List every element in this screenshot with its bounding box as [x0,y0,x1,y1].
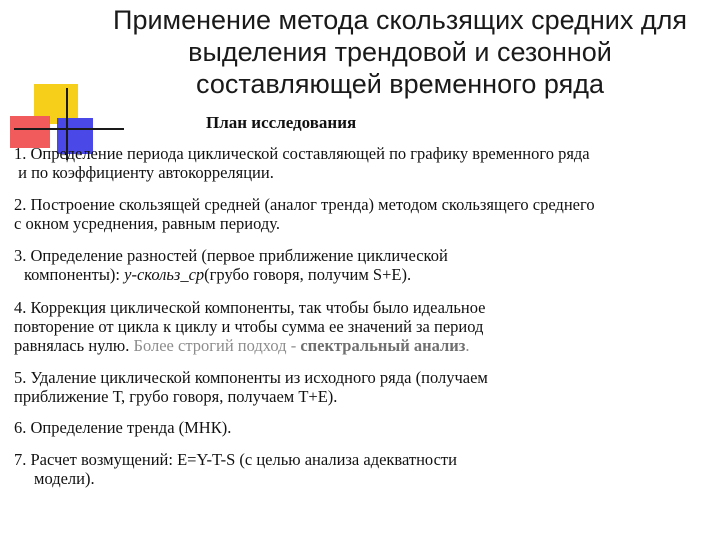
plan-heading: План исследования [206,113,357,132]
item-text: компоненты): [24,265,125,284]
plan-item-3 [14,246,448,284]
item-line: 4. Коррекция циклической компоненты, так чтобы было идеальное [14,298,486,317]
item-line [14,336,486,355]
item-line: приближение Т, грубо говоря, получаем Т+Е). [14,387,338,406]
plan-item-5 [14,368,488,406]
plan-item-4 [14,298,486,355]
plan-item-7 [14,450,457,488]
plan-item-1 [14,144,590,182]
item-line [14,265,448,284]
spectral-analysis-text: спектральный анализ [300,336,466,355]
title-line: выделения трендовой и сезонной [188,37,612,67]
item-line: 3. Определение разностей (первое приближение циклической [14,246,448,265]
item-line: повторение от цикла к циклу и чтобы сумма ее значений за период [14,317,484,336]
item-line: 7. Расчет возмущений: E=Y-T-S (с целью анализа адекватности [14,450,457,469]
item-line: 2. Построение скользящей средней (аналог тренда) методом скользящего среднего [14,195,595,214]
plan-item-2 [14,195,595,233]
item-text: (грубо говоря, получим S+E). [204,265,412,284]
title-line: Применение метода скользящих средних для [113,5,687,35]
slide-title [90,4,710,100]
item-line: с окном усреднения, равным периоду. [14,214,280,233]
title-line: составляющей временного ряда [196,69,604,99]
horizontal-line-decoration [14,128,124,130]
item-line: 5. Удаление циклической компоненты из исходного ряда (получаем [14,368,488,387]
item-line: 1. Определение периода циклической составляющей по графику временного ряда [14,144,590,163]
item-line: модели). [34,469,95,488]
item-text: равнялась нулю. [14,336,134,355]
plan-item-6 [14,418,231,437]
item-line: 6. Определение тренда (МНК). [14,418,232,437]
item-line: и по коэффициенту автокорреляции. [14,163,274,182]
gray-note-text: . [465,336,470,355]
formula-text: y-скольз_ср [124,265,205,284]
gray-note-text: Более строгий подход - [133,336,301,355]
